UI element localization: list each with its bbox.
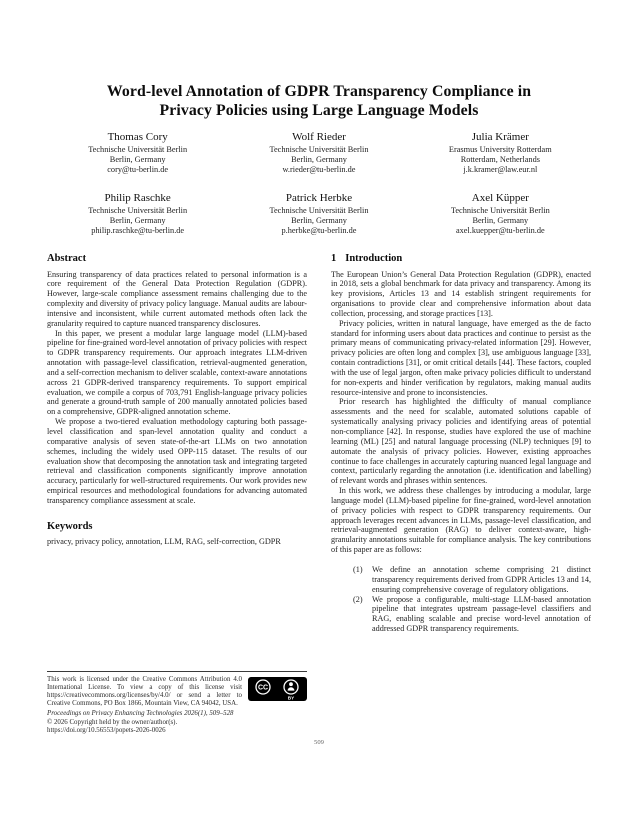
author-location: Rotterdam, Netherlands xyxy=(460,154,540,164)
abstract-heading: Abstract xyxy=(47,253,87,264)
author-block xyxy=(228,192,409,235)
author-location: Berlin, Germany xyxy=(291,216,347,226)
author-name: Thomas Cory xyxy=(107,131,168,143)
doi-line: https://doi.org/10.56553/popets-2026-0026 xyxy=(47,726,166,734)
page-number: 509 xyxy=(314,739,324,746)
author-email: w.rieder@tu-berlin.de xyxy=(282,164,356,174)
svg-text:CC: CC xyxy=(257,684,269,692)
author-location: Berlin, Germany xyxy=(472,216,529,226)
body-columns xyxy=(47,253,591,634)
author-email: cory@tu-berlin.de xyxy=(107,164,169,174)
author-block xyxy=(410,192,591,235)
list-marker: (2) xyxy=(353,594,363,604)
intro-paragraph: Privacy policies, written in natural language, have emerged as the de facto standard for informing users about data practices and continue to persist as the primary means of communicating privacy-related information [29]. However, privacy policies are often long and complex [3], use ambiguous language [33], contain contradictions [31], or omit critical details [44]. These factors, coupled with the use of legal jargon, often make privacy policies difficult to understand for non-experts and hinder verification by regulators, making manual audits resource-intensive and prone to inconsistencies. xyxy=(331,318,591,397)
author-affiliation: Erasmus University Rotterdam xyxy=(448,145,552,154)
right-column xyxy=(331,253,591,634)
author-grid xyxy=(47,131,591,236)
contribution-item xyxy=(331,595,591,634)
abstract-paragraph: Ensuring transparency of data practices related to personal information is a core requirement of the General Data Protection Regulation (GDPR). However, large-scale compliance assessment remains challenging due to the complexity and diversity of privacy policy language. Manual audits are labour-intensive and inconsistent, while current automated methods often lack the granularity required to capture nuanced transparency disclosures. xyxy=(47,269,307,328)
author-block xyxy=(47,192,228,235)
list-marker: (1) xyxy=(353,564,363,574)
author-name: Axel Küpper xyxy=(471,192,529,205)
proceedings-line: Proceedings on Privacy Enhancing Technologies 2026(1), 509–528 xyxy=(47,709,234,717)
abstract-paragraph: In this paper, we present a modular large language model (LLM)-based pipeline for fine-grained word-level annotation of privacy policies with respect to GDPR transparency requirements. Our approach integrates LLM-driven annotation with passage-level classification, retrieval-augmented generation, and a self-correction mechanism to deliver scalable, context-aware annotations across 21 GDPR-derived transparency requirements. To support empirical evaluation, we compile a corpus of 703,791 English-language privacy policies and generate a ground-truth sample of 200 manually annotated policies based on a comprehensive, GDPR-aligned annotation scheme. xyxy=(47,328,307,417)
left-column xyxy=(47,253,307,634)
author-name: Patrick Herbke xyxy=(285,192,353,205)
author-location: Berlin, Germany xyxy=(291,154,347,164)
section-title: Introduction xyxy=(345,253,403,264)
copyright-line: © 2026 Copyright held by the owner/author(s). xyxy=(47,718,178,726)
contribution-text: We propose a configurable, multi-stage LLM-based annotation pipeline that integrates upstream passage-level classifiers and RAG, enabling scalable and precise word-level annotation of addressed GDPR transparency requirements. xyxy=(372,594,591,634)
author-location: Berlin, Germany xyxy=(109,154,166,164)
contribution-item xyxy=(331,565,591,595)
author-affiliation: Technische Universität Berlin xyxy=(269,145,369,154)
intro-paragraph: The European Union’s General Data Protection Regulation (GDPR), enacted in 2018, sets a global benchmark for data privacy and transparency. Among its key provisions, Articles 13 and 14 establish stringent requirements for organisations to provide clear and comprehensive information about data collection, processing, and storage practices [13]. xyxy=(331,269,591,318)
intro-paragraph: Prior research has highlighted the difficulty of manual compliance assessments and the need for scalable, automated solutions capable of systematically analysing privacy policies and identifying areas of potential non-compliance [42]. In response, studies have explored the use of machine learning (ML) [25] and natural language processing (NLP) techniques [9] to automate the analysis of privacy policies. However, existing approaches continue to face challenges in accurately capturing nuanced legal language and context, particularly regarding the annotation (i.e. identification and labelling) of relevant words and phrases within sentences. xyxy=(331,397,591,486)
author-block xyxy=(47,131,228,174)
author-affiliation: Technische Universität Berlin xyxy=(88,206,188,216)
title-line-2: Privacy Policies using Large Language Models xyxy=(159,101,479,119)
author-email: axel.kuepper@tu-berlin.de xyxy=(455,225,545,235)
author-email: philip.raschke@tu-berlin.de xyxy=(91,225,185,235)
author-affiliation: Technische Universität Berlin xyxy=(450,206,550,216)
cc-by-badge-icon xyxy=(248,677,307,701)
author-affiliation: Technische Universität Berlin xyxy=(269,206,369,216)
author-affiliation: Technische Universität Berlin xyxy=(88,145,188,154)
contribution-text: We define an annotation scheme comprising 21 distinct transparency requirements derived from GDPR Articles 13 and 14, ensuring comprehensive coverage of regulatory obligations. xyxy=(372,564,591,594)
license-block xyxy=(47,671,307,735)
author-block xyxy=(410,131,591,174)
author-name: Wolf Rieder xyxy=(292,131,346,143)
keywords-heading: Keywords xyxy=(47,520,93,532)
author-name: Julia Krämer xyxy=(471,131,529,143)
title-line-1: Word-level Annotation of GDPR Transparency Compliance in xyxy=(106,83,532,100)
keywords-text: privacy, privacy policy, annotation, LLM, RAG, self-correction, GDPR xyxy=(47,537,281,547)
abstract-paragraph: We propose a two-tiered evaluation methodology capturing both passage-level classification and span-level annotation quality and conduct a comparative analysis of seven state-of-the-art LLMs on two annotation schemes, including the widely used OPP-115 dataset. The results of our evaluation show that decomposing the annotation task and integrating targeted retrieval and classification components significantly improve annotation accuracy, particularly for well-structured requirements. Our work provides new empirical resources and methodological foundations for advancing automated transparency compliance assessment at scale. xyxy=(47,417,308,505)
section-number: 1 xyxy=(331,253,337,264)
author-email: p.herbke@tu-berlin.de xyxy=(281,225,357,235)
intro-paragraph: In this work, we address these challenges by introducing a modular, large language model (LLM)-based pipeline for fine-grained, word-level annotation of privacy policies with respect to GDPR transparency requirements. Our approach leverages recent advances in LLMs, passage-level classification, and retrieval-augmented generation (RAG) to deliver context-aware, high-granularity annotations suitable for compliance analysis. The key contributions of this paper are as follows: xyxy=(331,486,591,555)
author-email: j.k.kramer@law.eur.nl xyxy=(463,164,538,174)
contributions-list xyxy=(331,565,591,634)
author-location: Berlin, Germany xyxy=(109,216,166,226)
author-name: Philip Raschke xyxy=(104,192,171,205)
introduction-heading xyxy=(331,253,591,265)
paper-title xyxy=(40,83,598,120)
license-text: This work is licensed under the Creative Commons Attribution 4.0 International License. To view a copy of this license visit https://creativecommons.org/licenses/by/4.0/ or send a letter to Creative Commons, PO Box 1866, Mountain View, CA 94042, USA. xyxy=(47,676,242,708)
svg-text:BY: BY xyxy=(287,695,295,701)
author-block xyxy=(228,131,409,174)
